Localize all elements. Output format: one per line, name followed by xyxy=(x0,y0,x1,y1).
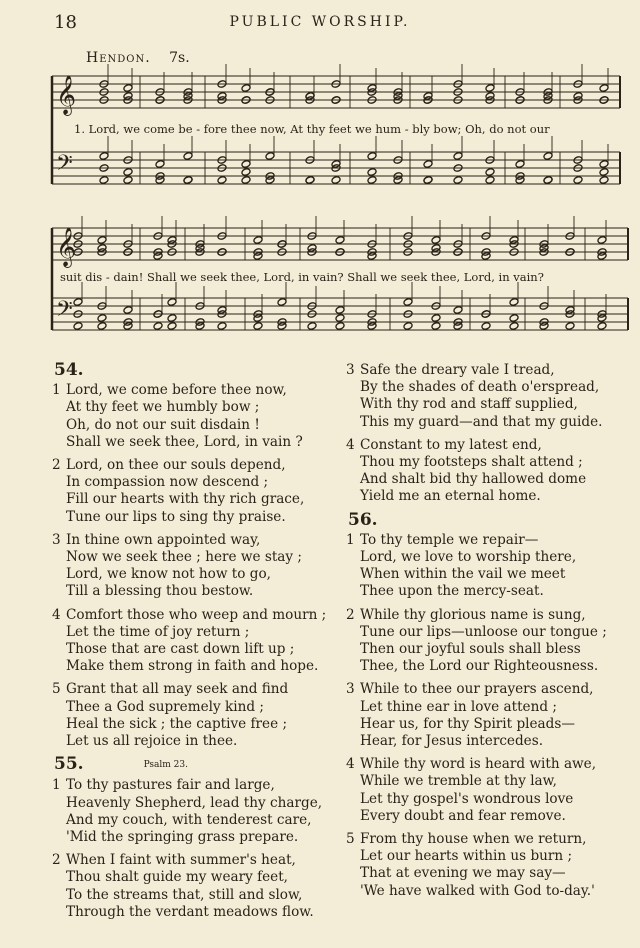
stanza-line: Let thy gospel's wondrous love xyxy=(360,790,574,807)
note-head xyxy=(123,168,133,177)
note-head xyxy=(217,176,227,185)
treble-clef-icon: 𝄞 xyxy=(56,75,77,115)
note-head xyxy=(573,176,583,185)
note-head xyxy=(599,160,609,169)
note-head xyxy=(509,298,519,307)
note-head xyxy=(515,160,525,169)
left-column xyxy=(52,362,337,927)
stanza-line: And my couch, with tenderest care, xyxy=(66,811,312,828)
hymn-55-subtitle: Psalm 23. xyxy=(143,760,188,771)
note-head xyxy=(423,176,433,185)
stanza-line: And shalt bid thy hallowed dome xyxy=(360,471,587,488)
note-head xyxy=(183,152,193,161)
note-head xyxy=(599,176,609,185)
note-head xyxy=(305,176,315,185)
note-head xyxy=(123,176,133,185)
note-head xyxy=(597,322,607,331)
stanza-line: Through the verdant meadows flow. xyxy=(66,903,314,920)
stanza-number: 1 xyxy=(52,382,61,399)
stanza-line: Safe the dreary vale I tread, xyxy=(360,362,555,378)
stanza-line: Lord, we know not how to go, xyxy=(66,566,271,583)
stanza-line: Constant to my latest end, xyxy=(360,436,542,453)
hymn-56-stanza-3 xyxy=(346,681,636,750)
note-head xyxy=(331,176,341,185)
note-head xyxy=(403,322,413,331)
stanza-line: From thy house when we return, xyxy=(360,831,587,848)
note-head xyxy=(431,322,441,331)
hymn-56-number: 56. xyxy=(348,509,378,530)
stanza-number: 3 xyxy=(52,531,61,548)
stanza-line: By the shades of death o'erspread, xyxy=(360,379,600,396)
note-head xyxy=(599,168,609,177)
note-head xyxy=(241,84,251,93)
note-head xyxy=(241,168,251,177)
running-title: PUBLIC WORSHIP. xyxy=(229,14,411,30)
stanza-number: 3 xyxy=(346,681,355,698)
note-head xyxy=(167,314,177,323)
note-head xyxy=(73,322,83,331)
hymn-56-stanza-5 xyxy=(346,831,636,900)
note-head xyxy=(153,322,163,331)
note-head xyxy=(403,298,413,307)
stanza-line: Yield me an eternal home. xyxy=(360,488,541,505)
stanza-line: Hear us, for thy Spirit pleads— xyxy=(360,715,575,732)
bass-clef-icon: 𝄢 xyxy=(56,151,73,181)
stanza-line: While to thee our prayers ascend, xyxy=(360,681,594,698)
note-head xyxy=(453,176,463,185)
note-head xyxy=(481,322,491,331)
note-head xyxy=(99,152,109,161)
note-head xyxy=(431,236,441,245)
note-head xyxy=(543,152,553,161)
note-head xyxy=(335,236,345,245)
note-head xyxy=(367,168,377,177)
note-head xyxy=(509,322,519,331)
lyric-line-2: suit dis - dain! Shall we seek thee, Lord, in vain? Shall we seek thee, Lord, in vain? xyxy=(60,270,544,284)
stanza-line: Hear, for Jesus intercedes. xyxy=(360,733,544,750)
stanza-line: Thou shalt guide my weary feet, xyxy=(66,869,289,886)
stanza-line: Shall we seek thee, Lord, in vain ? xyxy=(66,433,303,450)
stanza-line: At thy feet we humbly bow ; xyxy=(66,399,260,416)
note-head xyxy=(335,322,345,331)
right-column xyxy=(346,362,636,906)
stanza-line: Lord, we love to worship there, xyxy=(360,549,577,566)
stanza-line: Let thine ear in love attend ; xyxy=(360,698,557,715)
stanza-line: In compassion now descend ; xyxy=(66,474,269,491)
stanza-line: Let our hearts within us burn ; xyxy=(360,848,573,865)
stanza-line: Let the time of joy return ; xyxy=(66,623,250,640)
note-head xyxy=(509,314,519,323)
note-head xyxy=(367,176,377,185)
note-head xyxy=(565,322,575,331)
stanza-line: Thee, the Lord our Righteousness. xyxy=(360,658,599,675)
note-head xyxy=(253,236,263,245)
lyric-line-1: 1. Lord, we come be - fore thee now, At thy feet we hum - bly bow; Oh, do not our xyxy=(74,122,550,136)
treble-clef-icon: 𝄞 xyxy=(56,227,77,267)
hymn-56-stanza-1 xyxy=(346,532,636,601)
note-head xyxy=(543,176,553,185)
note-head xyxy=(367,152,377,161)
note-head xyxy=(241,160,251,169)
note-head xyxy=(307,322,317,331)
note-head xyxy=(423,160,433,169)
page-number: 18 xyxy=(54,12,77,33)
stanza-line: In thine own appointed way, xyxy=(66,531,261,548)
note-head xyxy=(485,84,495,93)
hymn-55-number-text: 55. xyxy=(54,754,84,775)
stanza-line: Lord, on thee our souls depend, xyxy=(66,457,286,474)
stanza-line: Comfort those who weep and mourn ; xyxy=(66,606,327,623)
stanza-line: Grant that all may seek and find xyxy=(66,681,289,698)
stanza-line: Every doubt and fear remove. xyxy=(360,807,566,824)
stanza-line: Thee a God supremely kind ; xyxy=(66,698,264,715)
stanza-number: 3 xyxy=(346,362,355,378)
stanza-line: With thy rod and staff supplied, xyxy=(360,396,578,413)
stanza-line: Now we seek thee ; here we stay ; xyxy=(66,549,302,566)
note-head xyxy=(167,298,177,307)
stanza-line: Tune our lips to sing thy praise. xyxy=(66,508,286,525)
stanza-number: 5 xyxy=(52,681,61,698)
stanza-number: 2 xyxy=(52,457,61,474)
stanza-line: To the streams that, still and slow, xyxy=(66,886,303,903)
stanza-line: Those that are cast down lift up ; xyxy=(66,641,295,658)
hymn-54-stanza-5 xyxy=(52,681,337,750)
stanza-line: Make them strong in faith and hope. xyxy=(66,658,319,675)
note-head xyxy=(431,314,441,323)
hymn-55-number xyxy=(54,756,337,774)
stanza-line: Thou my footsteps shalt attend ; xyxy=(360,454,583,471)
note-head xyxy=(453,152,463,161)
stanza-line: Then our joyful souls shall bless xyxy=(360,641,581,658)
hymn-54-number: 54. xyxy=(54,360,84,380)
bass-clef-icon: 𝄢 xyxy=(56,297,73,327)
stanza-line: Let us all rejoice in thee. xyxy=(66,733,238,750)
stanza-number: 1 xyxy=(346,531,355,548)
stanza-line: To thy pastures fair and large, xyxy=(66,777,275,794)
stanza-number: 1 xyxy=(52,777,61,794)
note-head xyxy=(167,322,177,331)
note-head xyxy=(277,298,287,307)
note-head xyxy=(73,298,83,307)
stanza-number: 5 xyxy=(346,831,355,848)
hymn-54-stanza-2 xyxy=(52,457,337,526)
tune-name: Hendon. xyxy=(86,50,151,66)
stanza-number: 4 xyxy=(346,756,355,773)
stanza-line: Tune our lips—unloose our tongue ; xyxy=(360,623,607,640)
note-head xyxy=(265,152,275,161)
hymn-54-stanza-1 xyxy=(52,382,337,451)
note-head xyxy=(183,176,193,185)
note-head xyxy=(123,306,133,315)
hymn-54-stanza-3 xyxy=(52,532,337,601)
stanza-line: Lord, we come before thee now, xyxy=(66,382,287,399)
note-head xyxy=(335,306,345,315)
stanza-line: 'We have walked with God to-day.' xyxy=(360,882,595,899)
hymn-55-stanza-4 xyxy=(346,437,636,506)
stanza-line: While thy glorious name is sung, xyxy=(360,606,586,623)
note-head xyxy=(99,176,109,185)
note-head xyxy=(599,84,609,93)
music-score xyxy=(0,0,640,350)
stanza-line: Thee upon the mercy-seat. xyxy=(360,583,544,600)
stanza-line: To thy temple we repair— xyxy=(360,531,539,548)
stanza-line: That at evening we may say— xyxy=(360,865,566,882)
stanza-line: Fill our hearts with thy rich grace, xyxy=(66,491,305,508)
note-head xyxy=(217,322,227,331)
stanza-line: Heavenly Shepherd, lead thy charge, xyxy=(66,794,323,811)
hymn-55-stanza-2 xyxy=(52,852,337,921)
note-head xyxy=(253,322,263,331)
note-head xyxy=(335,314,345,323)
stanza-number: 2 xyxy=(52,852,61,869)
hymn-56-stanza-2 xyxy=(346,607,636,676)
tune-meter: 7s. xyxy=(169,50,190,66)
stanza-line: Heal the sick ; the captive free ; xyxy=(66,715,288,732)
stanza-line: 'Mid the springing grass prepare. xyxy=(66,829,299,846)
note-head xyxy=(123,84,133,93)
note-head xyxy=(97,322,107,331)
note-head xyxy=(97,314,107,323)
note-head xyxy=(453,306,463,315)
stanza-line: When I faint with summer's heat, xyxy=(66,852,296,869)
hymn-55-stanza-3 xyxy=(346,362,636,431)
stanza-line: While thy word is heard with awe, xyxy=(360,756,597,773)
note-head xyxy=(597,236,607,245)
note-head xyxy=(241,176,251,185)
stanza-line: This my guard—and that my guide. xyxy=(360,413,603,430)
stanza-line: While we tremble at thy law, xyxy=(360,773,558,790)
stanza-number: 2 xyxy=(346,606,355,623)
stanza-number: 4 xyxy=(346,436,355,453)
note-head xyxy=(97,236,107,245)
note-head xyxy=(155,160,165,169)
note-head xyxy=(485,176,495,185)
stanza-line: Till a blessing thou bestow. xyxy=(66,583,254,600)
stanza-number: 4 xyxy=(52,606,61,623)
stanza-line: When within the vail we meet xyxy=(360,566,566,583)
hymn-54-stanza-4 xyxy=(52,607,337,676)
stanza-line: Oh, do not our suit disdain ! xyxy=(66,416,260,433)
hymn-55-stanza-1 xyxy=(52,777,337,846)
hymn-56-stanza-4 xyxy=(346,756,636,825)
note-head xyxy=(485,168,495,177)
